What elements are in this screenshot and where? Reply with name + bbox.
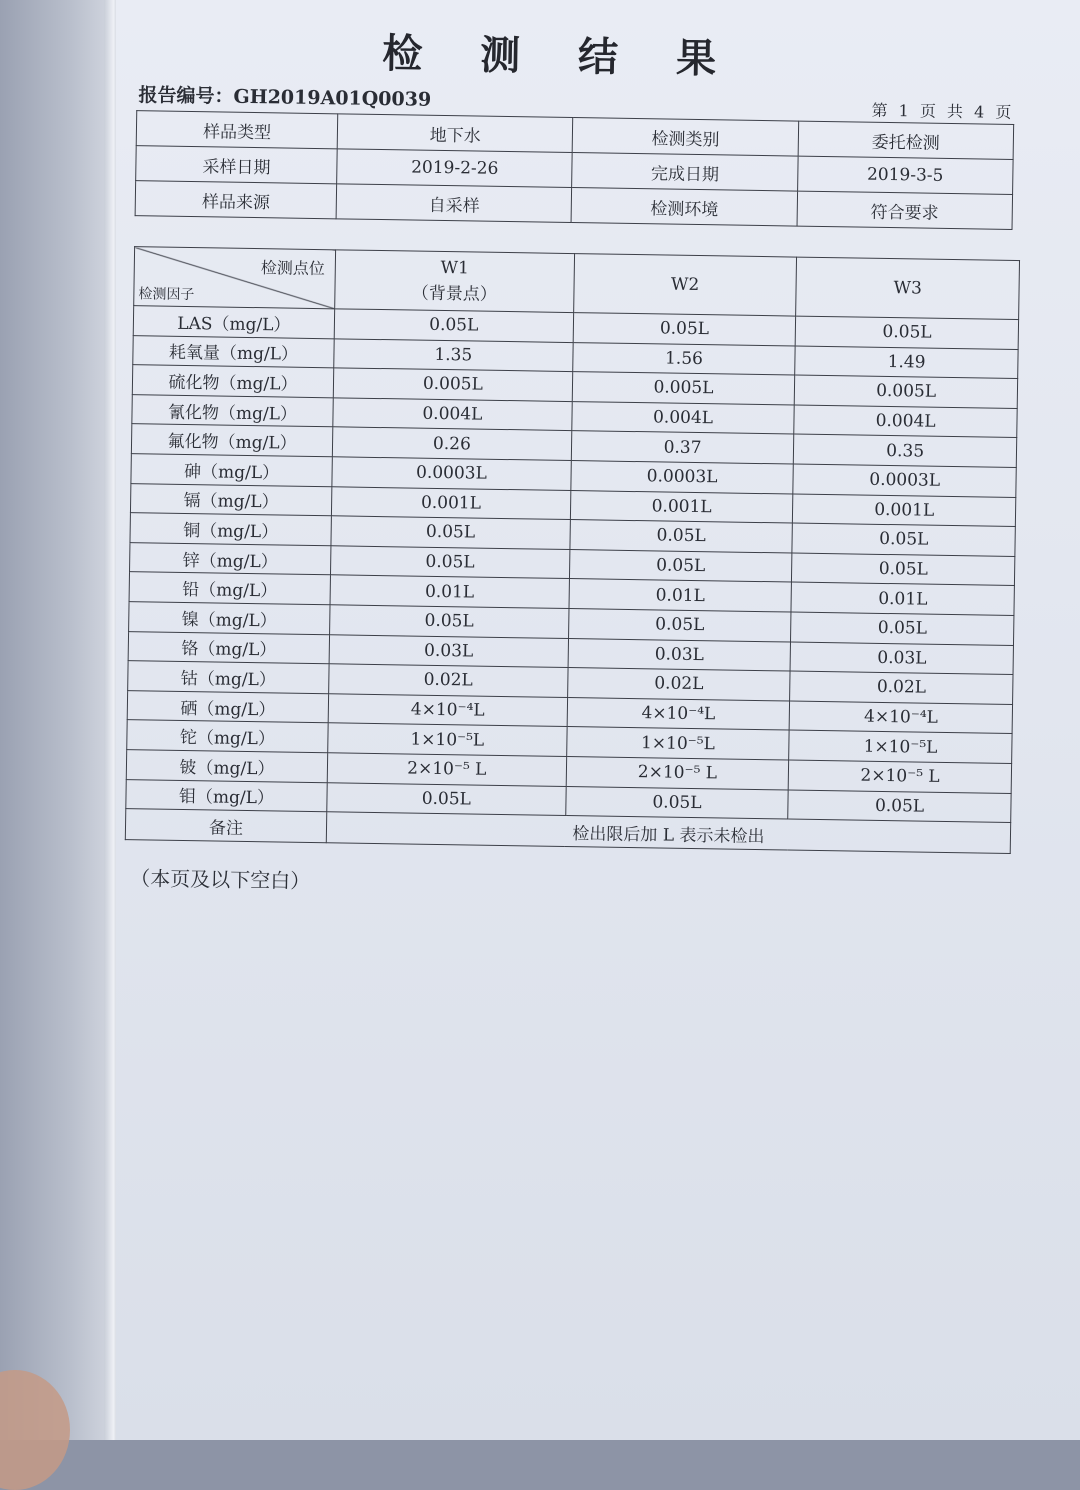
point-header-w3 <box>796 257 1020 319</box>
value-cell-w2: 0.005L <box>572 372 795 405</box>
point-name: W2 <box>670 274 700 296</box>
info-label: 采样日期 <box>136 146 338 184</box>
diagonal-header-cell <box>134 247 336 309</box>
point-header-w1 <box>335 250 575 313</box>
factor-cell: 锌（mg/L） <box>130 542 331 575</box>
value-cell-w1: 0.05L <box>331 516 570 549</box>
factor-cell: 氟化物（mg/L） <box>131 424 332 457</box>
page-title: 检 测 结 果 <box>381 30 739 83</box>
value-cell-w2: 0.05L <box>569 549 792 582</box>
value-cell-w3: 0.03L <box>790 642 1013 675</box>
factor-cell: 铬（mg/L） <box>128 631 329 664</box>
factor-cell: 砷（mg/L） <box>131 454 332 487</box>
factor-cell: 硫化物（mg/L） <box>132 365 333 398</box>
report-number: 报告编号：GH2019A01Q0039 <box>138 84 432 111</box>
value-cell-w3: 0.02L <box>790 671 1013 704</box>
value-cell-w2: 0.03L <box>568 638 791 671</box>
left-page-edge <box>0 0 118 1440</box>
value-cell-w2: 1.56 <box>572 342 795 375</box>
info-value: 委托检测 <box>798 121 1014 159</box>
value-cell-w1: 0.05L <box>330 546 569 579</box>
value-cell-w1: 0.26 <box>332 427 571 460</box>
value-cell-w2: 4×10⁻⁴L <box>567 697 790 730</box>
factor-cell: 氰化物（mg/L） <box>132 394 333 427</box>
value-cell-w3: 1.49 <box>795 346 1018 379</box>
value-cell-w1: 0.05L <box>327 782 566 815</box>
factor-cell: 硒（mg/L） <box>127 690 328 723</box>
value-cell-w2: 1×10⁻⁵L <box>566 727 789 760</box>
corner-top-label: 检测点位 <box>260 258 325 279</box>
value-cell-w2: 0.004L <box>572 401 795 434</box>
value-cell-w1: 4×10⁻⁴L <box>328 693 567 726</box>
value-cell-w1: 0.02L <box>329 664 568 697</box>
value-cell-w2: 0.37 <box>571 431 794 464</box>
sample-info-table <box>135 110 1015 230</box>
value-cell-w2: 0.05L <box>573 313 796 346</box>
factor-cell: 铜（mg/L） <box>130 513 331 546</box>
value-cell-w3: 2×10⁻⁵ L <box>789 760 1012 793</box>
info-label: 样品类型 <box>136 111 338 149</box>
value-cell-w2: 0.05L <box>565 786 788 819</box>
value-cell-w3: 0.004L <box>794 405 1017 438</box>
info-value: 2019-3-5 <box>797 156 1013 194</box>
factor-cell: 铍（mg/L） <box>126 750 327 783</box>
factor-cell: 铊（mg/L） <box>127 720 328 753</box>
blank-page-note: （本页及以下空白） <box>130 866 311 894</box>
value-cell-w1: 0.001L <box>331 486 570 519</box>
info-label: 样品来源 <box>135 181 337 219</box>
value-cell-w1: 1×10⁻⁵L <box>328 723 567 756</box>
factor-cell: 钼（mg/L） <box>126 779 327 812</box>
factor-cell: LAS（mg/L） <box>133 306 334 339</box>
value-cell-w3: 0.35 <box>794 434 1017 467</box>
value-cell-w3: 1×10⁻⁵L <box>789 730 1012 763</box>
value-cell-w1: 0.0003L <box>332 457 571 490</box>
value-cell-w1: 0.05L <box>330 605 569 638</box>
remark-text: 检出限后加 L 表示未检出 <box>326 812 1010 854</box>
value-cell-w1: 0.004L <box>333 398 572 431</box>
value-cell-w1: 0.05L <box>334 309 573 342</box>
value-cell-w3: 0.001L <box>793 494 1016 527</box>
value-cell-w3: 4×10⁻⁴L <box>789 701 1012 734</box>
corner-bottom-label: 检测因子 <box>138 286 195 304</box>
info-value: 地下水 <box>337 114 573 153</box>
report-content <box>116 0 1056 914</box>
value-cell-w2: 0.01L <box>569 579 792 612</box>
value-cell-w2: 0.001L <box>570 490 793 523</box>
value-cell-w3: 0.005L <box>795 375 1018 408</box>
value-cell-w3: 0.05L <box>792 553 1015 586</box>
value-cell-w3: 0.05L <box>792 523 1015 556</box>
page-indicator: 第 1 页 共 4 页 <box>871 100 1015 122</box>
value-cell-w3: 0.01L <box>791 582 1014 615</box>
factor-cell: 钴（mg/L） <box>128 661 329 694</box>
value-cell-w1: 1.35 <box>334 338 573 371</box>
point-header-w2 <box>573 254 797 316</box>
report-page <box>116 0 1080 1440</box>
value-cell-w2: 0.02L <box>567 668 790 701</box>
value-cell-w2: 2×10⁻⁵ L <box>566 756 789 789</box>
value-cell-w3: 0.05L <box>796 316 1019 349</box>
results-table <box>125 246 1020 854</box>
info-label: 检测类别 <box>573 118 799 157</box>
info-value: 2019-2-26 <box>337 149 573 188</box>
point-name: W3 <box>893 278 923 299</box>
value-cell-w1: 0.03L <box>329 634 568 667</box>
factor-cell: 耗氧量（mg/L） <box>133 335 334 368</box>
value-cell-w1: 2×10⁻⁵ L <box>327 753 566 786</box>
factor-cell: 铅（mg/L） <box>129 572 330 605</box>
value-cell-w2: 0.05L <box>568 608 791 641</box>
value-cell-w2: 0.0003L <box>571 461 794 494</box>
info-value: 自采样 <box>336 184 572 223</box>
remark-label: 备注 <box>125 809 326 843</box>
factor-cell: 镉（mg/L） <box>130 483 331 516</box>
value-cell-w1: 0.01L <box>330 575 569 608</box>
info-label: 检测环境 <box>572 188 798 227</box>
factor-cell: 镍（mg/L） <box>129 602 330 635</box>
info-value: 符合要求 <box>797 191 1013 229</box>
point-note: （背景点） <box>411 283 497 305</box>
value-cell-w3: 0.05L <box>788 790 1011 823</box>
value-cell-w3: 0.0003L <box>793 464 1016 497</box>
value-cell-w2: 0.05L <box>570 520 793 553</box>
value-cell-w1: 0.005L <box>333 368 572 401</box>
info-label: 完成日期 <box>572 153 798 192</box>
value-cell-w3: 0.05L <box>791 612 1014 645</box>
point-name: W1 <box>440 257 469 279</box>
